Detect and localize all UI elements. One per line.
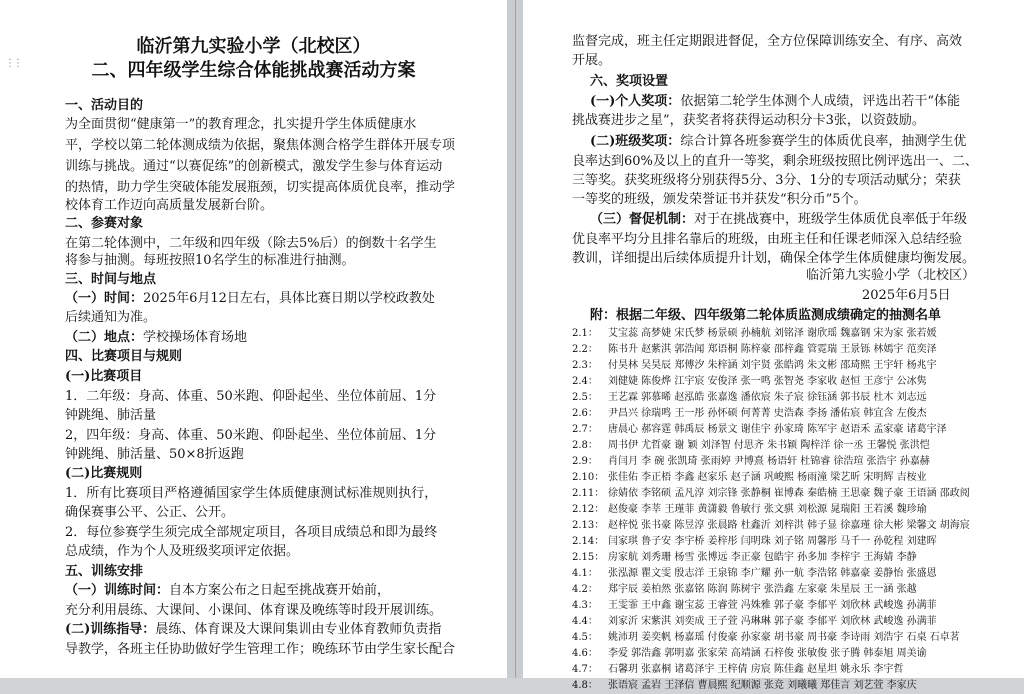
paragraph-line: 的热情，助力学生突破体能发展瓶颈，切实提高体质优良率，推动学 [65, 180, 456, 195]
name-list-row [572, 646, 1020, 662]
training-guide-text: 晨练、体育课及大课间集训由专业体育教师负责指 [155, 622, 442, 637]
heading-purpose: 一、活动目的 [65, 98, 144, 113]
student-names: 张泓源 瞿文雯 殷志洋 王泉锦 李广耀 孙一航 李浩铭 韩嘉豪 姜静怡 张盛恩 [608, 568, 937, 579]
class-label: 2.12： [572, 504, 605, 515]
name-list-row [572, 406, 1020, 422]
award-supervision-text: 对于在挑战赛中，班级学生体质优良率低于年级 [694, 212, 968, 227]
paragraph-line: 一等奖的班级，颁发荣誉证书并获发“积分币”5个。 [572, 192, 867, 207]
paragraph-line: 为全面贯彻“健康第一”的教育理念，扎实提升学生体质健康水 [65, 117, 417, 132]
award-class-label: (二)班级奖项： [590, 134, 681, 149]
name-list-row [572, 566, 1020, 582]
class-label: 2.9： [572, 456, 598, 467]
paragraph-line: 训练与挑战。通过“以赛促练”的创新模式，激发学生参与体育运动 [65, 159, 443, 174]
name-list-row [572, 374, 1020, 390]
student-names: 郑宇辰 姜柏然 张嘉铭 陈润 陈树宇 张浩鑫 左家豪 朱星辰 王一涵 张越 [608, 584, 917, 595]
paragraph-line: 将参与抽测。每班按照10名学生的标准进行抽测。 [65, 253, 355, 268]
name-list-row [572, 534, 1020, 550]
student-names: 房家航 刘秀珊 杨雪 张博远 李正豪 包皓宇 孙多加 李梓宇 王海婧 李静 [608, 552, 917, 563]
training-guide-line [65, 622, 441, 638]
class-label: 4.5： [572, 632, 598, 643]
name-list-row [572, 630, 1020, 646]
subheading-events: (一)比赛项目 [65, 369, 143, 384]
paragraph-line: 1．所有比赛项目严格遵循国家学生体质健康测试标准规则执行， [65, 486, 438, 501]
name-list-row [572, 518, 1020, 534]
student-names: 张语宸 孟岩 王泽信 曹晨熙 纪顺源 张竞 刘曦曦 郑佳言 刘艺萱 李家庆 [608, 680, 917, 691]
place-text: 学校操场体育场地 [143, 330, 248, 345]
paragraph-line: 优良率平均分且排名靠后的班级，由班主任和任课老师深入总结经验 [572, 232, 963, 247]
name-list-row [572, 550, 1020, 566]
award-individual-text: 依据第二轮学生体测个人成绩，评选出若干“体能 [680, 94, 960, 109]
heading-events-rules: 四、比赛项目与规则 [65, 349, 183, 364]
heading-time-place: 三、时间与地点 [65, 272, 157, 287]
sampling-name-list [572, 326, 1020, 694]
award-supervision-line [590, 212, 967, 228]
paragraph-line: 2．每位参赛学生须完成全部规定项目，各项目成绩总和即为最终 [65, 525, 438, 540]
name-list-row [572, 422, 1020, 438]
class-label: 4.7： [572, 664, 598, 675]
place-line [65, 330, 247, 346]
time-text: 2025年6月12日左右，具体比赛日期以学校政教处 [143, 291, 435, 306]
paragraph-line: 导教学，各班主任协助做好学生管理工作；晚练环节由学生家长配合 [65, 642, 456, 657]
time-line [65, 291, 435, 307]
class-label: 4.4： [572, 616, 598, 627]
paragraph-line: 后续通知为准。 [65, 310, 157, 325]
training-time-label: （一）训练时间： [65, 583, 170, 598]
name-list-row [572, 486, 1020, 502]
paragraph-line: 挑战赛进步之星”，获奖者将获得运动积分卡3张，以资鼓励。 [572, 113, 925, 128]
paragraph-line: 在第二轮体测中，二年级和四年级（除去5%后）的倒数十名学生 [65, 236, 437, 251]
student-names: 闫家琪 鲁子安 李宇桥 姜梓彤 闫明珠 刘子铭 周馨彤 马千一 孙乾程 刘建晖 [608, 536, 937, 547]
name-list-row [572, 326, 1020, 342]
class-label: 2.6： [572, 408, 598, 419]
paragraph-line: 良率达到60%及以上的直升一等奖，剩余班级按照比例评选出一、二、 [572, 154, 978, 169]
name-list-row [572, 662, 1020, 678]
drag-handle-icon[interactable]: ⋮⋮ [5, 58, 21, 69]
name-list-row [572, 598, 1020, 614]
paragraph-line: 2，四年级：身高、体重、50米跑、仰卧起坐、坐位体前屈、1分 [65, 428, 437, 443]
place-label: （二）地点： [65, 330, 144, 345]
heading-awards: 六、奖项设置 [590, 74, 669, 89]
subheading-rules: (二)比赛规则 [65, 466, 143, 481]
paragraph-line: 三等奖。获奖班级将分别获得5分、3分、1分的专项活动赋分；荣获 [572, 173, 961, 188]
class-label: 2.14： [572, 536, 605, 547]
student-names: 李爱 郭浩鑫 郭明嘉 张家荣 高靖涵 石梓俊 张敏俊 张子腾 韩泰旭 周美谕 [608, 648, 927, 659]
student-names: 赵俊豪 李莘 王瑾菲 黄潇毅 鲁敏行 张文骐 刘松源 晁瑞阳 王若溪 魏珍瑜 [608, 504, 927, 515]
award-class-text: 综合计算各班参赛学生的体质优良率，抽测学生优 [680, 134, 967, 149]
student-names: 姚沛玥 姜奕帆 杨嘉瑶 付俊豪 孙家豪 胡书豪 周书豪 李诗雨 刘浩宇 石桌 石卓茗 [608, 632, 960, 643]
name-list-row [572, 454, 1020, 470]
page-divider [515, 0, 516, 678]
paragraph-line: 校体育工作迈向高质量发展新台阶。 [65, 198, 274, 213]
name-list-row [572, 678, 1020, 694]
class-label: 2.15： [572, 552, 605, 563]
award-supervision-label: （三）督促机制： [590, 212, 695, 227]
paragraph-line: 平，学校以第二轮体测成绩为依据，聚焦体测合格学生群体开展专项 [65, 138, 456, 153]
name-list-row [572, 614, 1020, 630]
student-names: 赵梓悦 张书豪 陈昱淳 张晨路 杜鑫沂 刘梓洪 韩子显 徐嘉瑾 徐大彬 梁馨文 胡海宸 [608, 520, 970, 531]
class-label: 2.3： [572, 360, 598, 371]
class-label: 2.2： [572, 344, 598, 355]
school-title: 临沂第九实验小学（北校区） [136, 36, 371, 57]
student-names: 肖闫月 李 碗 张凯琦 张雨婷 尹博熹 杨语轩 杜锦睿 徐浩瑄 张浩宇 孙嘉赫 [608, 456, 930, 467]
student-names: 刘家沂 宋紫淇 刘奕成 王子萱 冯琳琳 郭子豪 李郁平 刘欣林 武峻逸 孙满菲 [608, 616, 937, 627]
time-label: （一）时间： [65, 291, 144, 306]
paragraph-line: 教训，详细提出后续体质提升计划，确保全体学生体质健康均衡发展。 [572, 251, 976, 266]
paragraph-line: 钟跳绳、肺活量 [65, 408, 157, 423]
appendix-title: 附：根据二年级、四年级第二轮体质监测成绩确定的抽测名单 [590, 308, 942, 323]
signature-school: 临沂第九实验小学（北校区） [806, 268, 976, 283]
name-list-row [572, 502, 1020, 518]
heading-participants: 二、参赛对象 [65, 216, 144, 231]
paragraph-line: 钟跳绳、肺活量、50×8折返跑 [65, 447, 244, 462]
class-label: 2.7： [572, 424, 598, 435]
paragraph-line: 充分利用晨练、大课间、小课间、体育课及晚练等时段开展训练。 [65, 603, 443, 618]
student-names: 王艺霖 郭慕晞 赵泓皓 张嘉逸 潘依宸 朱子宸 徐钰涵 郭书辰 杜木 刘志远 [608, 392, 927, 403]
class-label: 4.1： [572, 568, 598, 579]
student-names: 陈书升 赵紫淇 郭浩闻 郑语桐 陈梓豪 邵梓鑫 管霓瑞 王景铄 林嫣宇 范奕泽 [608, 344, 937, 355]
award-individual-label: (一)个人奖项： [590, 94, 681, 109]
student-names: 周书伊 尤哲豪 谢 颖 刘泽智 付思齐 朱书颖 陶梓洋 徐一丞 王馨悦 张洪恺 [608, 440, 930, 451]
student-names: 付昊林 吴昊辰 郑傅汐 朱梓涵 刘宇贤 张皓鸿 朱文彬 邵琦熙 王宇轩 杨兆宇 [608, 360, 937, 371]
student-names: 王雯霏 王中鑫 谢宝蕊 王睿萱 冯姝雅 郭子豪 李郁平 刘欣林 武峻逸 孙满菲 [608, 600, 937, 611]
training-guide-label: (二)训练指导： [65, 622, 156, 637]
student-names: 唐晨心 郝容霆 韩禹辰 杨景文 谢佳宇 孙家琦 陈军宇 赵语禾 孟家豪 诸葛宇泽 [608, 424, 947, 435]
student-names: 刘健婕 陈俊烨 江宇宸 安俊泽 张一鸣 张智尧 李家收 赵恒 王彦宁 公冰隽 [608, 376, 927, 387]
training-time-text: 自本方案公布之日起至挑战赛开始前， [169, 583, 391, 598]
class-label: 2.1： [572, 328, 598, 339]
paragraph-line: 总成绩，作为个人及班级奖项评定依据。 [65, 544, 300, 559]
student-names: 徐婧依 李铭硕 孟凡淳 刘宗锋 张静桐 崔博森 秦皓楠 王思豪 魏子豪 王语涵 邵政阅 [608, 488, 970, 499]
paragraph-line: 1．二年级：身高、体重、50米跑、仰卧起坐、坐位体前屈、1分 [65, 389, 437, 404]
heading-training: 五、训练安排 [65, 564, 144, 579]
class-label: 2.5： [572, 392, 598, 403]
class-label: 4.6： [572, 648, 598, 659]
name-list-row [572, 470, 1020, 486]
award-individual-line [590, 94, 960, 110]
name-list-row [572, 390, 1020, 406]
name-list-row [572, 342, 1020, 358]
class-label: 4.8： [572, 680, 598, 691]
class-label: 4.3： [572, 600, 598, 611]
class-label: 2.4： [572, 376, 598, 387]
class-label: 2.10： [572, 472, 605, 483]
left-page [0, 0, 507, 678]
student-names: 艾宝蕊 高梦婕 宋氏梦 杨景硕 孙楠航 刘铭泽 谢欣瑶 魏嘉钢 宋为家 张若媛 [608, 328, 937, 339]
class-label: 2.13： [572, 520, 605, 531]
document-title: 二、四年级学生综合体能挑战赛活动方案 [91, 60, 416, 81]
paragraph-line: 确保赛事公平、公正、公开。 [65, 505, 235, 520]
paragraph-line: 监督完成，班主任定期跟进督促，全方位保障训练安全、有序、高效 [572, 34, 963, 49]
award-class-line [590, 134, 966, 150]
class-label: 2.8： [572, 440, 598, 451]
class-label: 4.2： [572, 584, 598, 595]
student-names: 张佳佑 李正梧 李鑫 赵家乐 赵子涵 巩峻熙 杨雨潼 梁艺昕 宋明辉 吉桉业 [608, 472, 927, 483]
signature-date: 2025年6月5日 [862, 288, 951, 303]
name-list-row [572, 582, 1020, 598]
class-label: 2.11： [572, 488, 605, 499]
student-names: 尹昌兴 徐瑞鸣 王一彤 孙怀硕 何菁菁 史浩森 李扬 潘佑宸 韩宜含 左俊杰 [608, 408, 927, 419]
name-list-row [572, 358, 1020, 374]
training-time-line [65, 583, 390, 599]
paragraph-line: 开展。 [572, 53, 612, 68]
name-list-row [572, 438, 1020, 454]
student-names: 石馨玥 张嘉桐 诸葛泽宇 王梓倩 房宸 陈佳鑫 赵星坦 姚永乐 李宇哲 [608, 664, 904, 675]
